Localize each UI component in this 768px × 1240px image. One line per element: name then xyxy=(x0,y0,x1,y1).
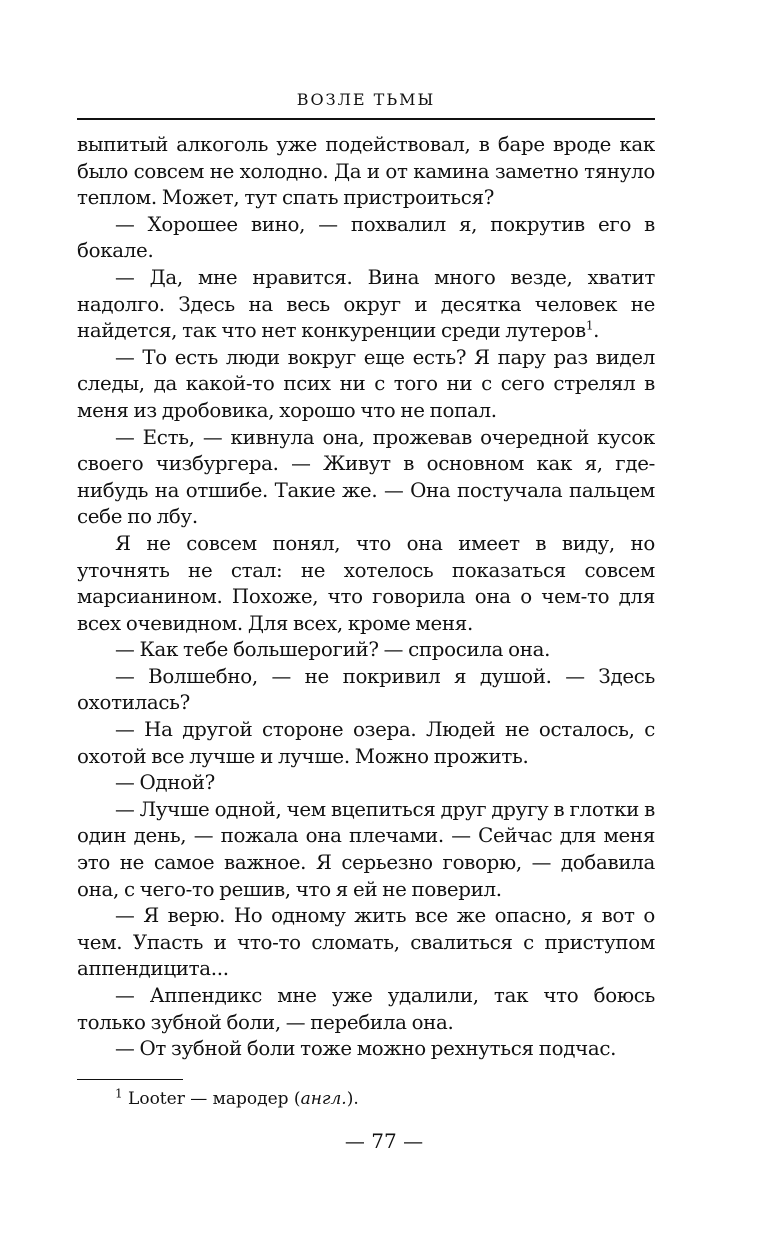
paragraph xyxy=(77,664,655,717)
paragraph-text: — Лучше одной, чем вцепиться друг другу в глотки в один день, — пожала она плечами. — Сейчас для меня это не самое важное. Я серьезно говорю, — добавила она, с чего-то решив, что я ей не поверил. xyxy=(77,797,655,901)
paragraph xyxy=(77,531,655,637)
paragraph-text: — На другой стороне озера. Людей не осталось, с охотой все лучше и лучше. Можно прожить. xyxy=(77,718,655,768)
paragraph xyxy=(77,797,655,903)
paragraph-text: — Я верю. Но одному жить все же опасно, я вот о чем. Упасть и что-то сломать, свалиться с приступом аппендицита... xyxy=(77,904,655,981)
paragraph-text: — Как тебе большерогий? — спросила она. xyxy=(115,638,551,662)
paragraph-text: — Хорошее вино, — похвалил я, покрутив его в бокале. xyxy=(77,212,655,263)
paragraph-text: — Есть, — кивнула она, прожевав очередной кусок своего чизбургера. — Живут в основном как я, где-нибудь на отшибе. Такие же. — Она постучала пальцем себе по лбу. xyxy=(77,425,655,529)
page-number: — 77 — xyxy=(344,1129,424,1153)
paragraph-text: — Аппендикс мне уже удалили, так что боюсь только зубной боли, — перебила она. xyxy=(77,984,655,1034)
paragraph xyxy=(77,1036,655,1063)
paragraph-text: — Одной? xyxy=(115,771,215,795)
paragraph xyxy=(77,345,655,425)
book-page xyxy=(77,88,655,1063)
paragraph xyxy=(77,903,655,983)
paragraph-text: Я не совсем понял, что она имеет в виду, но уточнять не стал: не хотелось показаться совсем марсианином. Похоже, что говорила она о чем-то для всех очевидном. Для всех, кроме меня. xyxy=(77,531,655,635)
header-rule xyxy=(77,118,655,120)
paragraph xyxy=(77,132,655,212)
paragraph-text: — То есть люди вокруг еще есть? Я пару раз видел следы, да какой-то псих ни с того ни с сего стрелял в меня из дробовика, хорошо что не попал. xyxy=(77,345,655,422)
paragraph xyxy=(77,717,655,770)
paragraph-text: — Да, мне нравится. Вина много везде, хватит надолго. Здесь на весь округ и десятка человек не найдется, так что нет конкуренции среди лутеров xyxy=(77,265,655,343)
paragraph-text: выпитый алкоголь уже подействовал, в баре вроде как было совсем не холодно. Да и от камина заметно тянуло теплом. Может, тут спать пристроиться? xyxy=(77,133,655,210)
footnote-mark: 1 xyxy=(115,1086,123,1101)
footnote-text-italic: англ. xyxy=(300,1089,347,1109)
paragraph xyxy=(77,265,655,345)
paragraph xyxy=(77,637,655,664)
paragraph-text: — Волшебно, — не покривил я душой. — Здесь охотилась? xyxy=(77,664,655,715)
paragraph xyxy=(77,425,655,531)
footnote-text-before: Looter — мародер ( xyxy=(122,1089,301,1109)
paragraph-text: — От зубной боли тоже можно рехнуться подчас. xyxy=(115,1037,617,1061)
footnote xyxy=(77,1088,655,1110)
paragraph xyxy=(77,212,655,265)
running-header: ВОЗЛЕ ТЬМЫ xyxy=(296,90,436,109)
footnote-reference: 1 xyxy=(585,318,594,333)
body-text xyxy=(77,132,655,1063)
paragraph-text-end: . xyxy=(593,319,600,343)
paragraph xyxy=(77,983,655,1036)
paragraph xyxy=(77,770,655,797)
footnote-text-after: ). xyxy=(346,1089,359,1109)
footnote-rule xyxy=(77,1079,183,1080)
